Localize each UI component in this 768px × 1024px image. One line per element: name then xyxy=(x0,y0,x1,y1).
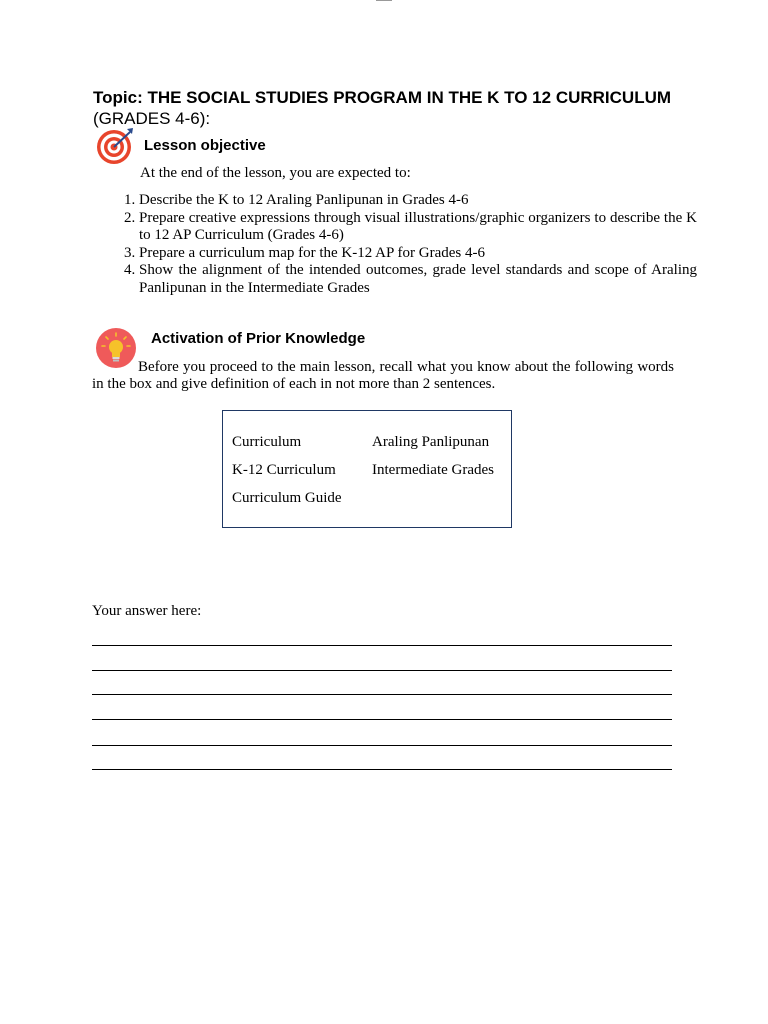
page-title xyxy=(93,87,683,129)
answer-line[interactable] xyxy=(92,645,672,646)
answer-line[interactable] xyxy=(92,719,672,720)
word-item: Curriculum Guide xyxy=(232,490,342,506)
objective-item: 2. Prepare creative expressions through visual illustrations/graphic organizers to describe the K to 12 AP Curriculum (Grades 4-6) xyxy=(139,210,697,245)
prior-knowledge-heading: Activation of Prior Knowledge xyxy=(151,330,366,347)
answer-line[interactable] xyxy=(92,745,672,746)
answer-line[interactable] xyxy=(92,694,672,695)
word-item: K-12 Curriculum xyxy=(232,462,336,478)
objective-item: 1. Describe the K to 12 Araling Panlipunan in Grades 4-6 xyxy=(139,192,697,210)
objective-item: 3. Prepare a curriculum map for the K-12 AP for Grades 4-6 xyxy=(139,245,697,263)
target-icon xyxy=(94,127,136,165)
answer-line[interactable] xyxy=(92,670,672,671)
answer-label: Your answer here: xyxy=(92,603,202,619)
topic-grades: (GRADES 4-6): xyxy=(93,109,211,128)
lesson-objective-heading: Lesson objective xyxy=(144,137,266,154)
instructions-text: Before you proceed to the main lesson, recall what you know about the following words in the box and give definition of each in not more than 2 sentences. xyxy=(92,359,674,392)
objectives-list xyxy=(116,192,697,297)
answer-line[interactable] xyxy=(92,769,672,770)
lesson-objective-intro: At the end of the lesson, you are expected to: xyxy=(140,165,411,181)
word-item: Araling Panlipunan xyxy=(372,434,490,450)
prior-knowledge-instructions xyxy=(92,359,674,393)
word-item: Curriculum xyxy=(232,434,302,450)
topic-title: THE SOCIAL STUDIES PROGRAM IN THE K TO 12 CURRICULUM xyxy=(147,88,672,107)
page-top-mark xyxy=(376,0,392,1)
objective-item: 4. Show the alignment of the intended outcomes, grade level standards and scope of Araling Panlipunan in the Intermediate Grades xyxy=(139,262,697,297)
word-box xyxy=(222,410,512,528)
word-item: Intermediate Grades xyxy=(372,462,495,478)
topic-prefix: Topic: xyxy=(93,88,148,107)
